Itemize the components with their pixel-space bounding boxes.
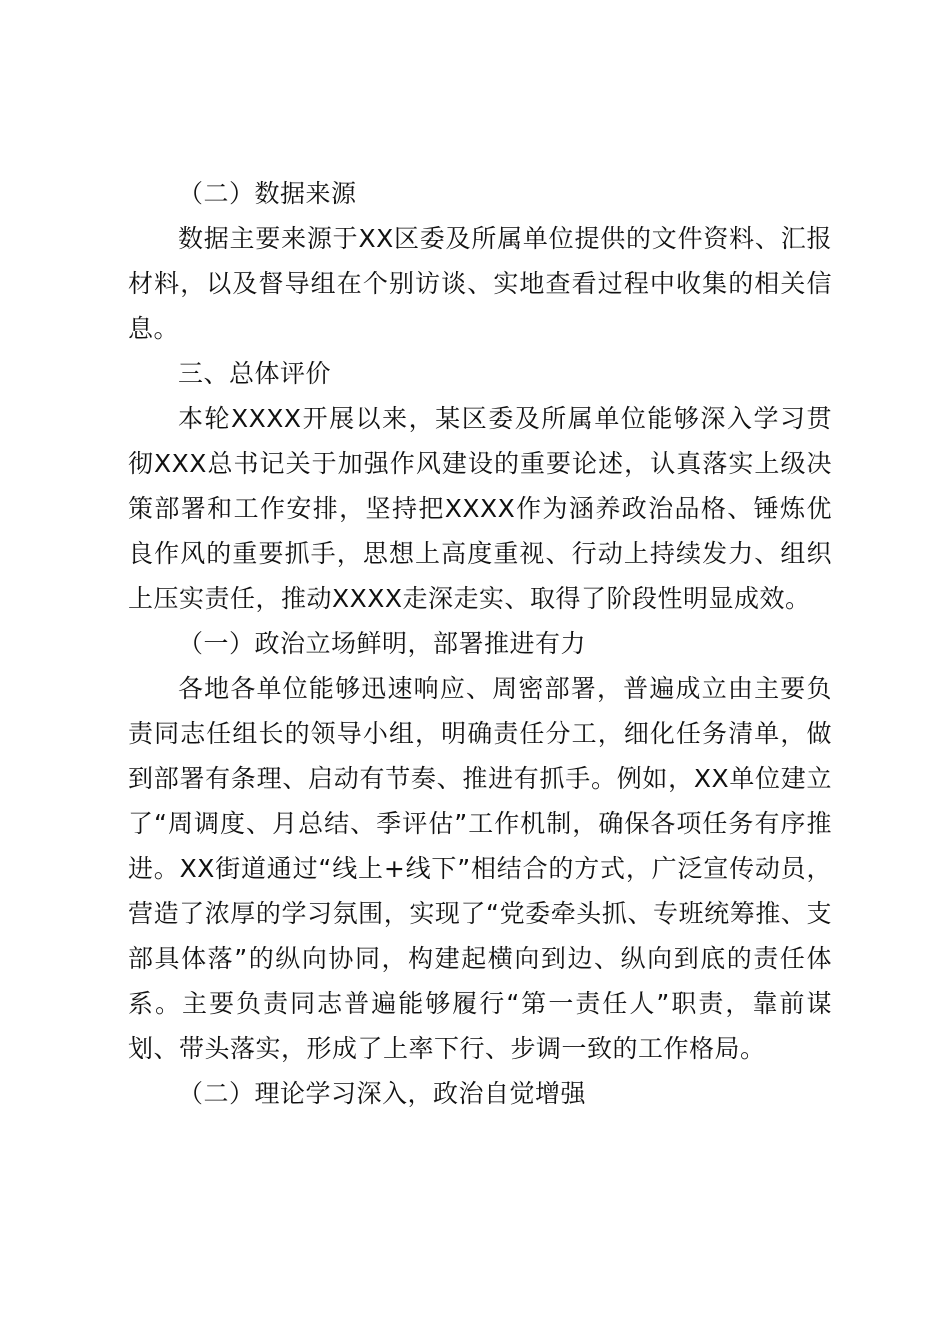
section-heading-overall-evaluation: 三、总体评价 xyxy=(178,359,332,388)
paragraph-overall-evaluation: 本轮XXXX开展以来，某区委及所属单位能够深入学习贯彻XXX总书记关于加强作风建设的重要论述，认真落实上级决策部署和工作安排，坚持把XXXX作为涵养政治品格、锤炼优良作风的重要抓手，思想上高度重视、行动上持续发力、组织上压实责任，推动XXXX走深走实、取得了阶段性明显成效。 xyxy=(128,404,832,613)
section-heading-data-source: （二）数据来源 xyxy=(178,179,357,208)
paragraph-data-source: 数据主要来源于XX区委及所属单位提供的文件资料、汇报材料，以及督导组在个别访谈、实地查看过程中收集的相关信息。 xyxy=(128,224,832,343)
section-heading-theory-study: （二）理论学习深入，政治自觉增强 xyxy=(178,1079,587,1108)
paragraph-political-stance: 各地各单位能够迅速响应、周密部署，普遍成立由主要负责同志任组长的领导小组，明确责任分工，细化任务清单，做到部署有条理、启动有节奏、推进有抓手。例如，XX单位建立了“周调度、月总结、季评估”工作机制，确保各项任务有序推进。XX街道通过“线上+线下”相结合的方式，广泛宣传动员，营造了浓厚的学习氛围，实现了“党委牵头抓、专班统筹推、支部具体落”的纵向协同，构建起横向到边、纵向到底的责任体系。主要负责同志普遍能够履行“第一责任人”职责，靠前谋划、带头落实，形成了上率下行、步调一致的工作格局。 xyxy=(128,674,832,1063)
section-heading-political-stance: （一）政治立场鲜明，部署推进有力 xyxy=(178,629,587,658)
document-body xyxy=(128,171,832,1116)
